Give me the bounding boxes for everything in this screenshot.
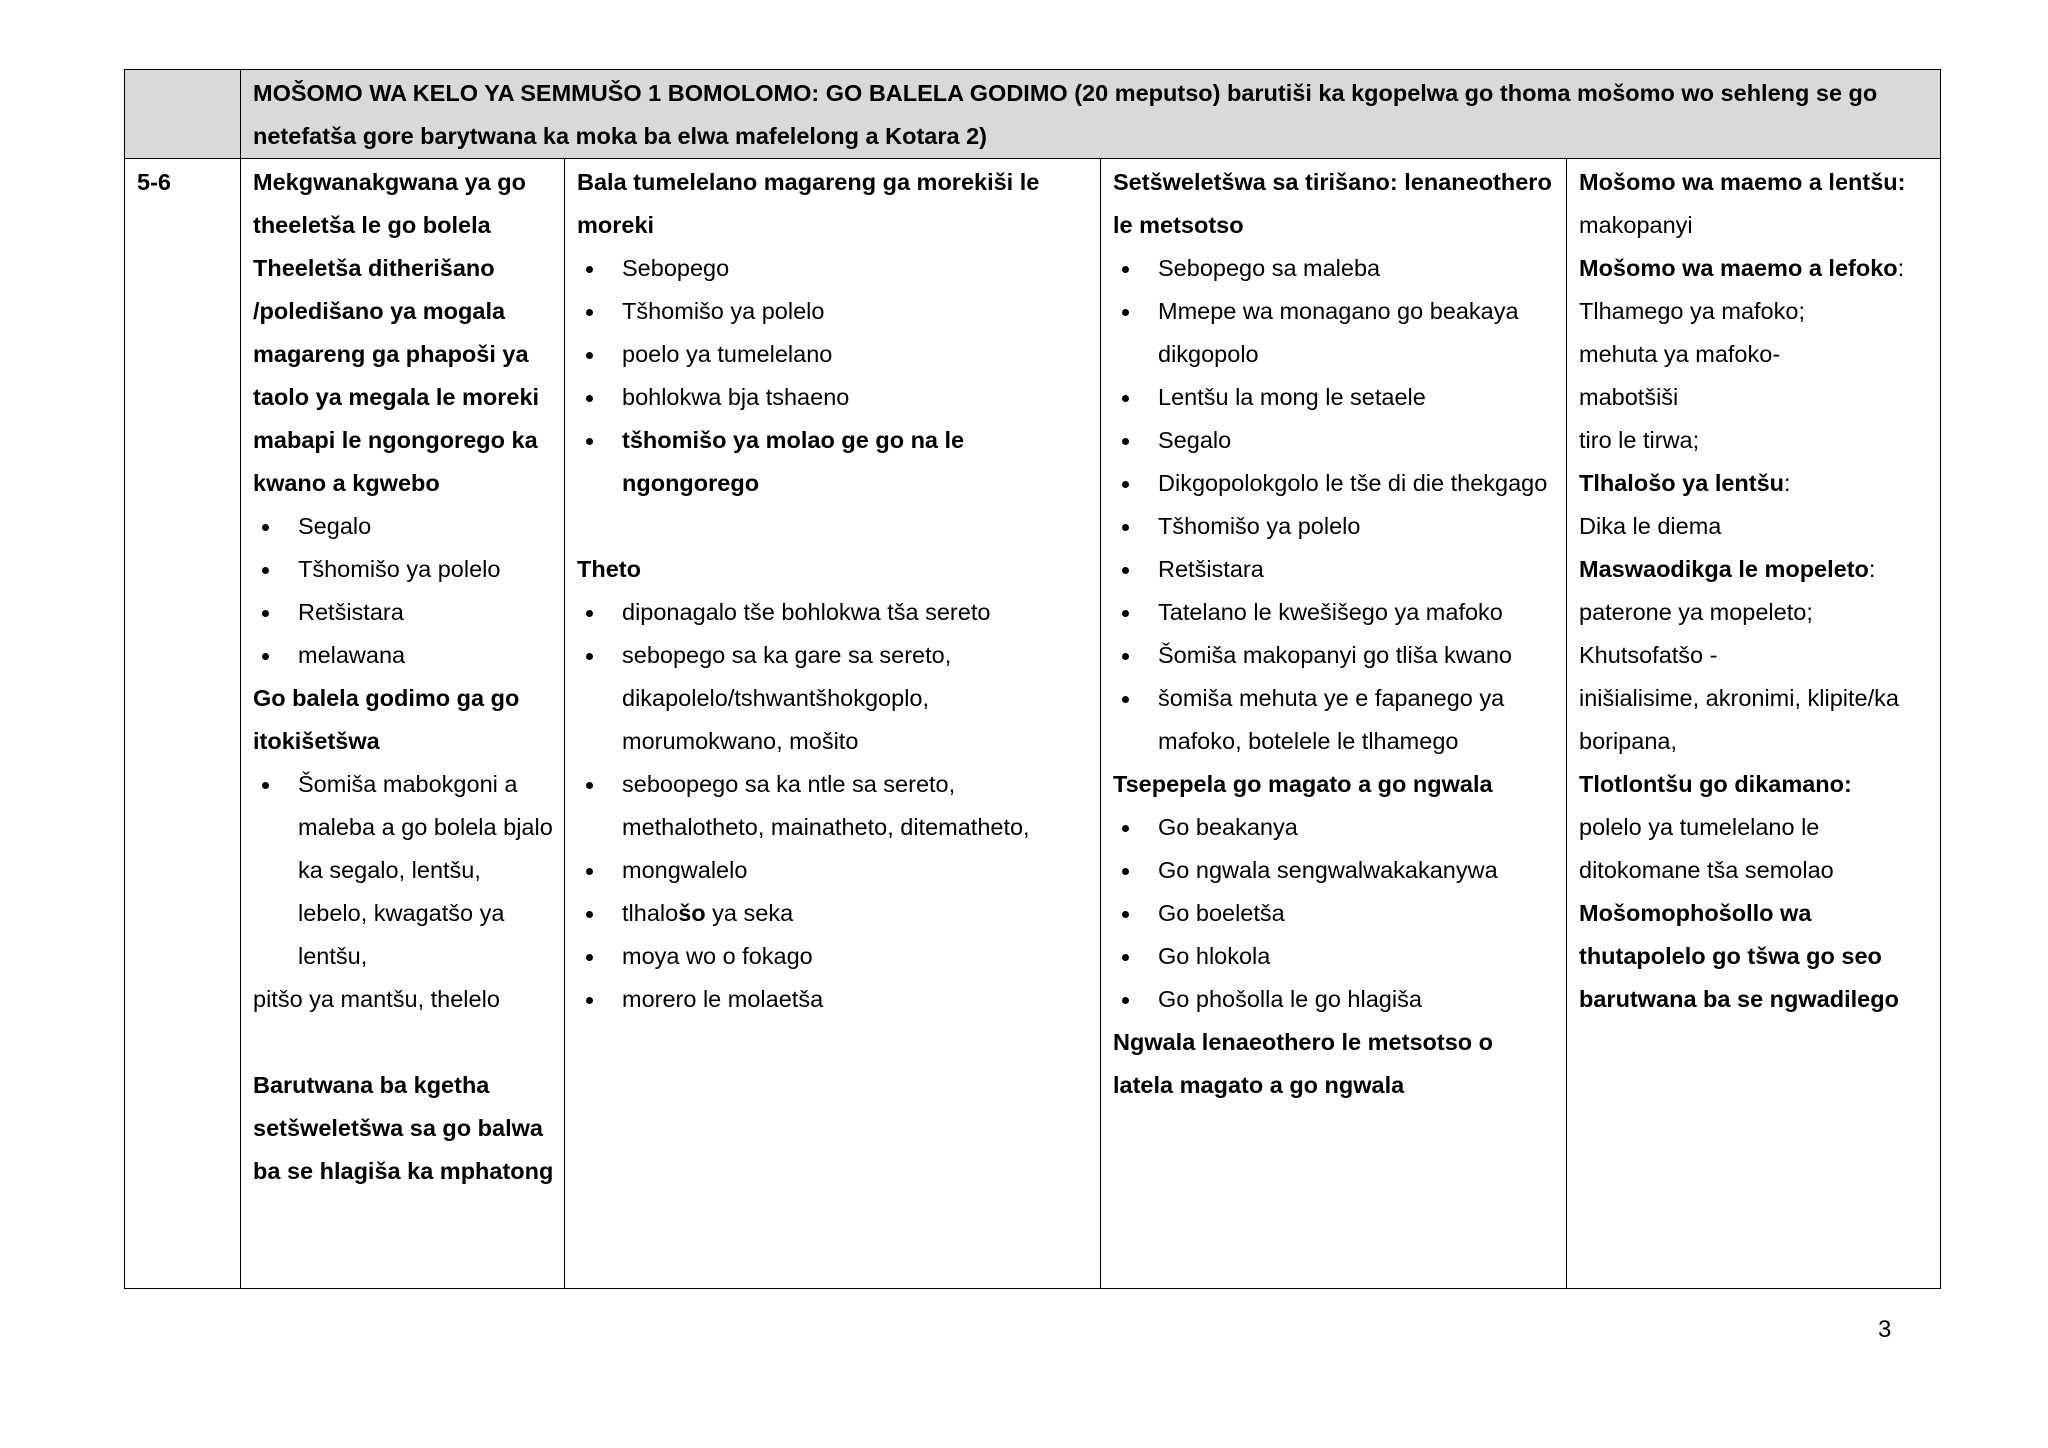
listening-speaking-column [241,159,565,1289]
spacer [577,505,1092,548]
col4-text: mabotšiši [1579,384,1679,410]
list-item: melawana [253,634,556,677]
list-item: Lentšu la mong le setaele [1113,376,1558,419]
col3-heading-2: Tsepepela go magato a go ngwala [1113,771,1493,797]
word-meaning-heading: Tlhalošo ya lentšu [1579,470,1785,496]
language-structures-column [1567,159,1941,1289]
list-item: Go hlokola [1113,935,1558,978]
week-number: 5-6 [125,159,241,1289]
tlhaloso-pre: tlhalo [622,900,679,926]
reading-column [565,159,1101,1289]
col2-heading-2: Theto [577,556,641,582]
col1-heading-1: Mekgwanakgwana ya go theeletša le go bolela Theeletša ditherišano /poledišano ya mogala magareng ga phapoši ya taolo ya megala le moreki mabapi le ngongorego ka kwano a kgwebo [253,169,540,496]
list-item: šomiša mehuta ye e fapanego ya mafoko, botelele le tlhamego [1113,677,1558,763]
list-item: bohlokwa bja tshaeno [577,376,1092,419]
col1-list-2 [253,763,556,978]
header-row [125,70,1941,159]
col1-heading-2: Go balela godimo ga go itokišetšwa [253,685,520,754]
col1-list-1 [253,505,556,677]
list-item: diponagalo tše bohlokwa tša sereto [577,591,1092,634]
writing-column [1101,159,1567,1289]
list-item: Tatelano le kwešišego ya mafoko [1113,591,1558,634]
sentence-level-colon: : [1897,255,1905,281]
list-item: Sebopego sa maleba [1113,247,1558,290]
col3-heading-1: Setšweletšwa sa tirišano: lenaneothero le metsotso [1113,169,1552,238]
col4-text: polelo ya tumelelano le ditokomane tša semolao [1579,814,1834,883]
spelling-colon: : [1868,556,1876,582]
word-meaning-line [1579,462,1932,505]
list-item [577,892,1092,935]
list-item: Segalo [1113,419,1558,462]
list-item: mongwalelo [577,849,1092,892]
list-item: Segalo [253,505,556,548]
col4-text: inišialisime, akronimi, klipite/ka boripana, [1579,685,1899,754]
list-item: Go phošolla le go hlagiša [1113,978,1558,1021]
list-item: moya wo o fokago [577,935,1092,978]
col3-list-2 [1113,806,1558,1021]
col4-text: Khutsofatšo - [1579,642,1718,668]
list-item: Tšhomišo ya polelo [1113,505,1558,548]
list-item: Go ngwala sengwalwakakanywa [1113,849,1558,892]
col3-heading-3: Ngwala lenaeothero le metsotso o latela magato a go ngwala [1113,1029,1494,1098]
sentence-level-heading: Mošomo wa maemo a lefoko [1579,255,1898,281]
content-row [125,159,1941,1289]
tlhaloso-bold: šo [678,900,706,926]
spacer [253,1021,556,1064]
list-item: Go boeletša [1113,892,1558,935]
header-week-cell [125,70,241,159]
lesson-plan-table [124,69,1941,1289]
list-item: morero le molaetša [577,978,1092,1021]
list-item: poelo ya tumelelano [577,333,1092,376]
col1-heading-3: Barutwana ba kgetha setšweletšwa sa go balwa ba se hlagiša ka mphatong [253,1072,554,1184]
col4-text: tiro le tirwa; [1579,427,1700,453]
spelling-line [1579,548,1932,591]
col4-text: mehuta ya mafoko- [1579,341,1781,367]
word-level-heading: Mošomo wa maemo a lentšu: [1579,169,1906,195]
list-item: sebopego sa ka gare sa sereto, dikapolelo/tshwantšhokgoplo, morumokwano, mošito [577,634,1092,763]
correction-heading: Mošomophošollo wa thutapolelo go tšwa go seo barutwana ba se ngwadilego [1579,900,1899,1012]
col1-after-text: pitšo ya mantšu, thelelo [253,986,500,1012]
list-item: Tšhomišo ya polelo [577,290,1092,333]
sentence-level-line [1579,247,1932,290]
list-item: Mmepe wa monagano go beakaya dikgopolo [1113,290,1558,376]
list-item: seboopego sa ka ntle sa sereto, methalotheto, mainatheto, ditematheto, [577,763,1092,849]
word-level-text: makopanyi [1579,212,1693,238]
list-item: Šomiša mabokgoni a maleba a go bolela bjalo ka segalo, lentšu, lebelo, kwagatšo ya lentšu, [253,763,556,978]
col2-heading-1: Bala tumelelano magareng ga morekiši le moreki [577,169,1040,238]
list-item: Retšistara [253,591,556,634]
col4-text: paterone ya mopeleto; [1579,599,1813,625]
col2-list-2 [577,591,1092,1021]
tlhaloso-post: ya seka [705,900,794,926]
word-meaning-colon: : [1784,470,1791,496]
col3-list-1 [1113,247,1558,763]
header-title: MOŠOMO WA KELO YA SEMMUŠO 1 BOMOLOMO: GO BALELA GODIMO (20 meputso) barutiši ka kgopelwa go thoma mošomo wo sehleng se go netefatša gore barytwana ka moka ba elwa mafelelong a Kotara 2) [241,70,1941,159]
list-item: Retšistara [1113,548,1558,591]
spelling-heading: Maswaodikga le mopeleto [1579,556,1869,582]
page-number: 3 [1878,1316,1892,1343]
col4-text: Tlhamego ya mafoko; [1579,298,1805,324]
list-item: Sebopego [577,247,1092,290]
list-item: tšhomišo ya molao ge go na le ngongorego [577,419,1092,505]
col2-list-1 [577,247,1092,505]
list-item: Dikgopolokgolo le tše di die thekgago [1113,462,1558,505]
col4-text: Dika le diema [1579,513,1722,539]
list-item: Šomiša makopanyi go tliša kwano [1113,634,1558,677]
list-item: Tšhomišo ya polelo [253,548,556,591]
list-item: Go beakanya [1113,806,1558,849]
vocabulary-heading: Tlotlontšu go dikamano: [1579,771,1852,797]
